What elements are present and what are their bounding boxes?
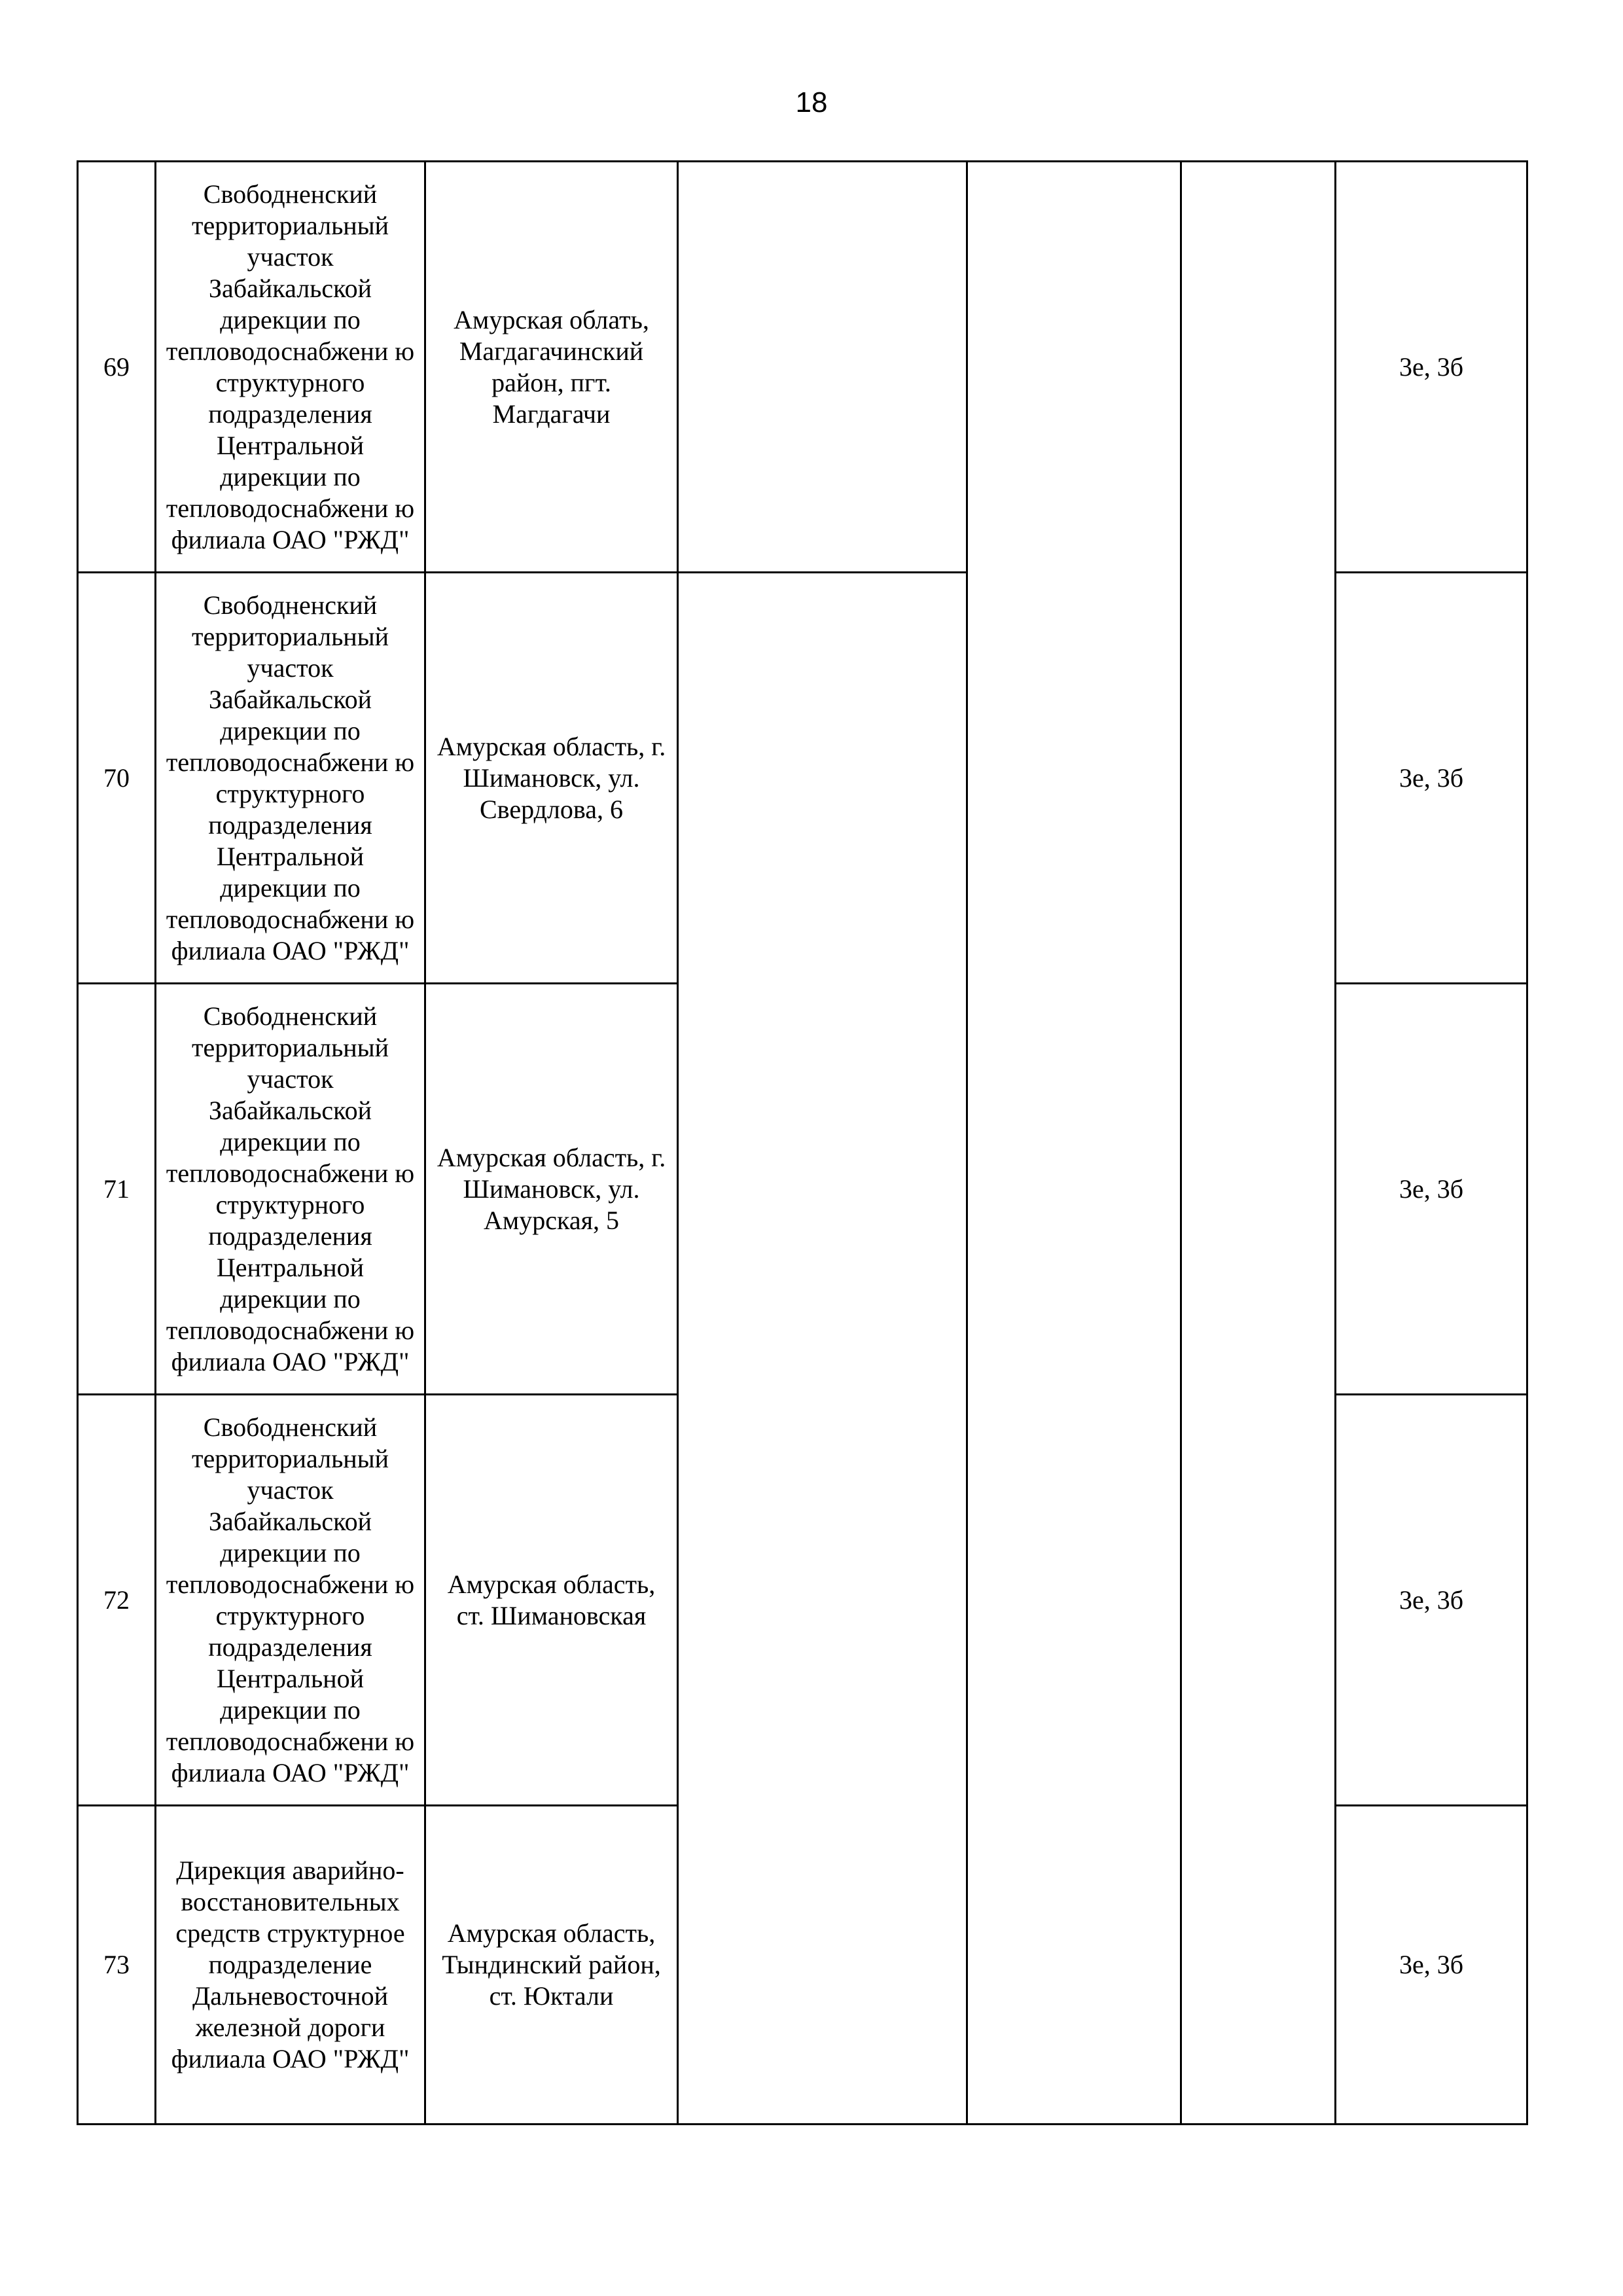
address-cell: Амурская область, ст. Шимановская: [425, 1395, 678, 1806]
code-cell: 3е, 3б: [1336, 1395, 1527, 1806]
code-cell: 3е, 3б: [1336, 573, 1527, 984]
row-number-cell: 71: [78, 984, 156, 1395]
merged-empty-cell: [678, 573, 967, 2125]
organization-cell: Дирекция аварийно-восстановительных средств структурное подразделение Дальневосточной железной дороги филиала ОАО "РЖД": [156, 1806, 425, 2125]
row-number-cell: 73: [78, 1806, 156, 2125]
code-cell: 3е, 3б: [1336, 1806, 1527, 2125]
row-number-cell: 69: [78, 162, 156, 573]
organization-cell: Свободненский территориальный участок Забайкальской дирекции по тепловодоснабжени ю структурного подразделения Центральной дирекции по тепловодоснабжени ю филиала ОАО "РЖД": [156, 162, 425, 573]
address-cell: Амурская облать, Магдагачинский район, пгт. Магдагачи: [425, 162, 678, 573]
address-cell: Амурская область, Тындинский район, ст. Юктали: [425, 1806, 678, 2125]
row-number-cell: 70: [78, 573, 156, 984]
document-table: [77, 160, 1528, 2125]
address-cell: Амурская область, г. Шимановск, ул. Амурская, 5: [425, 984, 678, 1395]
organization-cell: Свободненский территориальный участок Забайкальской дирекции по тепловодоснабжени ю структурного подразделения Центральной дирекции по тепловодоснабжени ю филиала ОАО "РЖД": [156, 1395, 425, 1806]
row-number-cell: 72: [78, 1395, 156, 1806]
page-number: 18: [795, 86, 828, 118]
organization-cell: Свободненский территориальный участок Забайкальской дирекции по тепловодоснабжени ю структурного подразделения Центральной дирекции по тепловодоснабжени ю филиала ОАО "РЖД": [156, 984, 425, 1395]
merged-empty-cell: [1181, 162, 1336, 2125]
merged-empty-cell: [967, 162, 1181, 2125]
empty-cell: [678, 162, 967, 573]
address-cell: Амурская область, г. Шимановск, ул. Свердлова, 6: [425, 573, 678, 984]
code-cell: 3е, 3б: [1336, 162, 1527, 573]
table-row: [78, 162, 1527, 573]
organization-cell: Свободненский территориальный участок Забайкальской дирекции по тепловодоснабжени ю структурного подразделения Центральной дирекции по тепловодоснабжени ю филиала ОАО "РЖД": [156, 573, 425, 984]
code-cell: 3е, 3б: [1336, 984, 1527, 1395]
